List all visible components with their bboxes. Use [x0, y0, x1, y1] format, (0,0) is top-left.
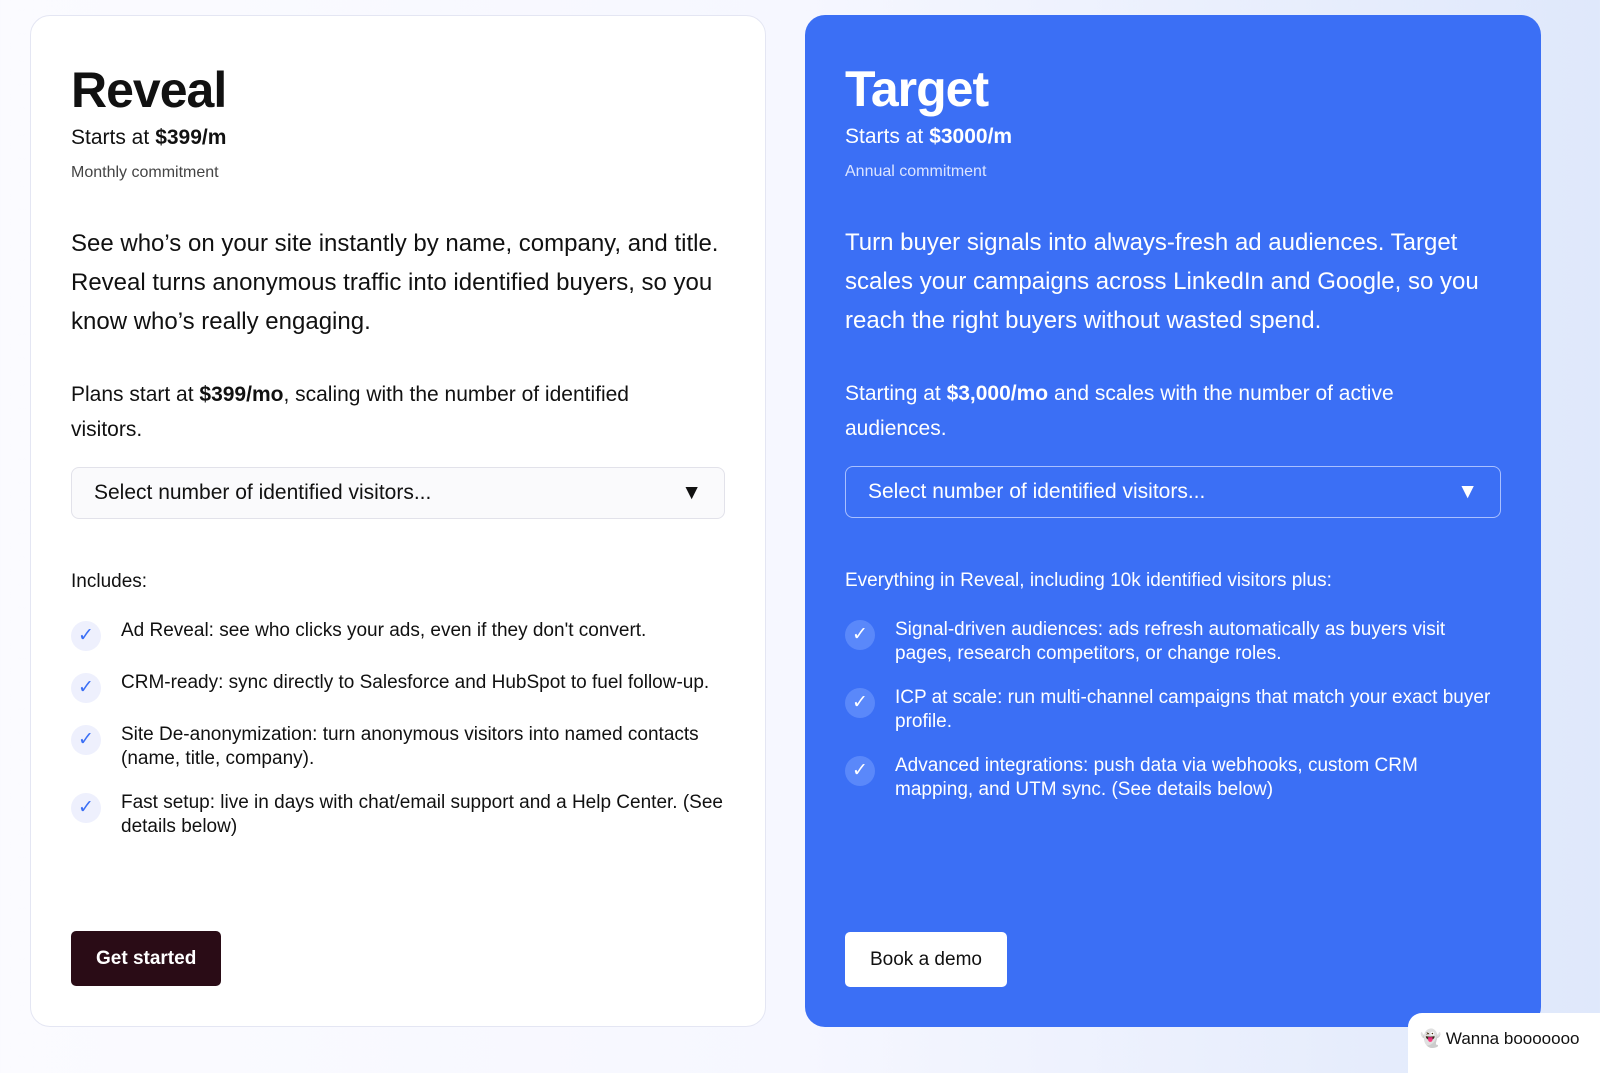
list-item: [71, 723, 725, 771]
list-item: [71, 791, 725, 839]
ghost-icon: 👻: [1420, 1029, 1442, 1048]
feature-text: Fast setup: live in days with chat/email support and a Help Center. (See details below): [121, 792, 723, 837]
plan-pricing-note: [845, 376, 1405, 446]
feature-text: Advanced integrations: push data via webhooks, custom CRM mapping, and UTM sync. (See details below): [895, 755, 1418, 800]
starts-label: Starts at: [71, 126, 150, 149]
list-item: [71, 671, 725, 703]
feature-text: ICP at scale: run multi-channel campaigns that match your exact buyer profile.: [895, 687, 1491, 732]
plan-description: See who’s on your site instantly by name, company, and title. Reveal turns anonymous traffic into identified buyers, so you know who’s really engaging.: [71, 230, 719, 335]
check-icon: ✓: [71, 673, 101, 703]
plans-price: $3,000/mo: [946, 382, 1049, 405]
check-icon: ✓: [71, 725, 101, 755]
check-icon: ✓: [845, 756, 875, 786]
select-placeholder: Select number of identified visitors...: [94, 481, 432, 504]
list-item: [845, 754, 1501, 802]
check-icon: ✓: [71, 621, 101, 651]
plans-price: $399/mo: [199, 383, 284, 406]
reveal-plan-card: [30, 15, 766, 1027]
plan-price: [71, 126, 725, 150]
feature-text: Site De-anonymization: turn anonymous visitors into named contacts (name, title, company).: [121, 724, 699, 769]
plans-prefix: Plans start at: [71, 383, 200, 406]
visitors-select[interactable]: [71, 467, 725, 519]
includes-label: Includes:: [71, 571, 148, 592]
plan-price: [845, 125, 1501, 149]
chat-widget-text: Wanna booooooo: [1445, 1029, 1580, 1048]
check-icon: ✓: [845, 620, 875, 650]
feature-list: [71, 619, 725, 839]
feature-text: CRM-ready: sync directly to Salesforce and HubSpot to fuel follow-up.: [121, 672, 710, 693]
plans-suffix: and scales with the number of active audiences.: [845, 382, 1394, 440]
feature-text: Signal-driven audiences: ads refresh automatically as buyers visit pages, research competitors, or change roles.: [895, 619, 1446, 664]
chat-widget[interactable]: [1408, 1013, 1600, 1073]
check-icon: ✓: [845, 688, 875, 718]
target-plan-card: [805, 15, 1541, 1027]
select-placeholder: Select number of identified visitors...: [868, 480, 1206, 503]
plan-title: Target: [845, 61, 989, 117]
plans-suffix: , scaling with the number of identified visitors.: [71, 383, 629, 441]
price-value: $3000/m: [929, 125, 1013, 148]
feature-list: [845, 618, 1501, 802]
list-item: [845, 618, 1501, 666]
feature-text: Ad Reveal: see who clicks your ads, even if they don't convert.: [121, 620, 647, 641]
book-demo-button[interactable]: Book a demo: [845, 932, 1007, 987]
list-item: [71, 619, 725, 651]
commitment: Monthly commitment: [71, 164, 219, 181]
caret-down-icon: ▼: [1457, 480, 1478, 503]
plans-prefix: Starting at: [845, 382, 947, 405]
includes-label: Everything in Reveal, including 10k identified visitors plus:: [845, 570, 1332, 591]
get-started-button[interactable]: Get started: [71, 931, 221, 986]
visitors-select[interactable]: [845, 466, 1501, 518]
plan-pricing-note: [71, 377, 631, 447]
caret-down-icon: ▼: [681, 481, 702, 504]
plan-title: Reveal: [71, 62, 227, 118]
check-icon: ✓: [71, 793, 101, 823]
list-item: [845, 686, 1501, 734]
price-value: $399/m: [155, 126, 227, 149]
commitment: Annual commitment: [845, 163, 987, 180]
plan-description: Turn buyer signals into always-fresh ad audiences. Target scales your campaigns across LinkedIn and Google, so you reach the right buyers without wasted spend.: [845, 229, 1479, 334]
starts-label: Starts at: [845, 125, 924, 148]
